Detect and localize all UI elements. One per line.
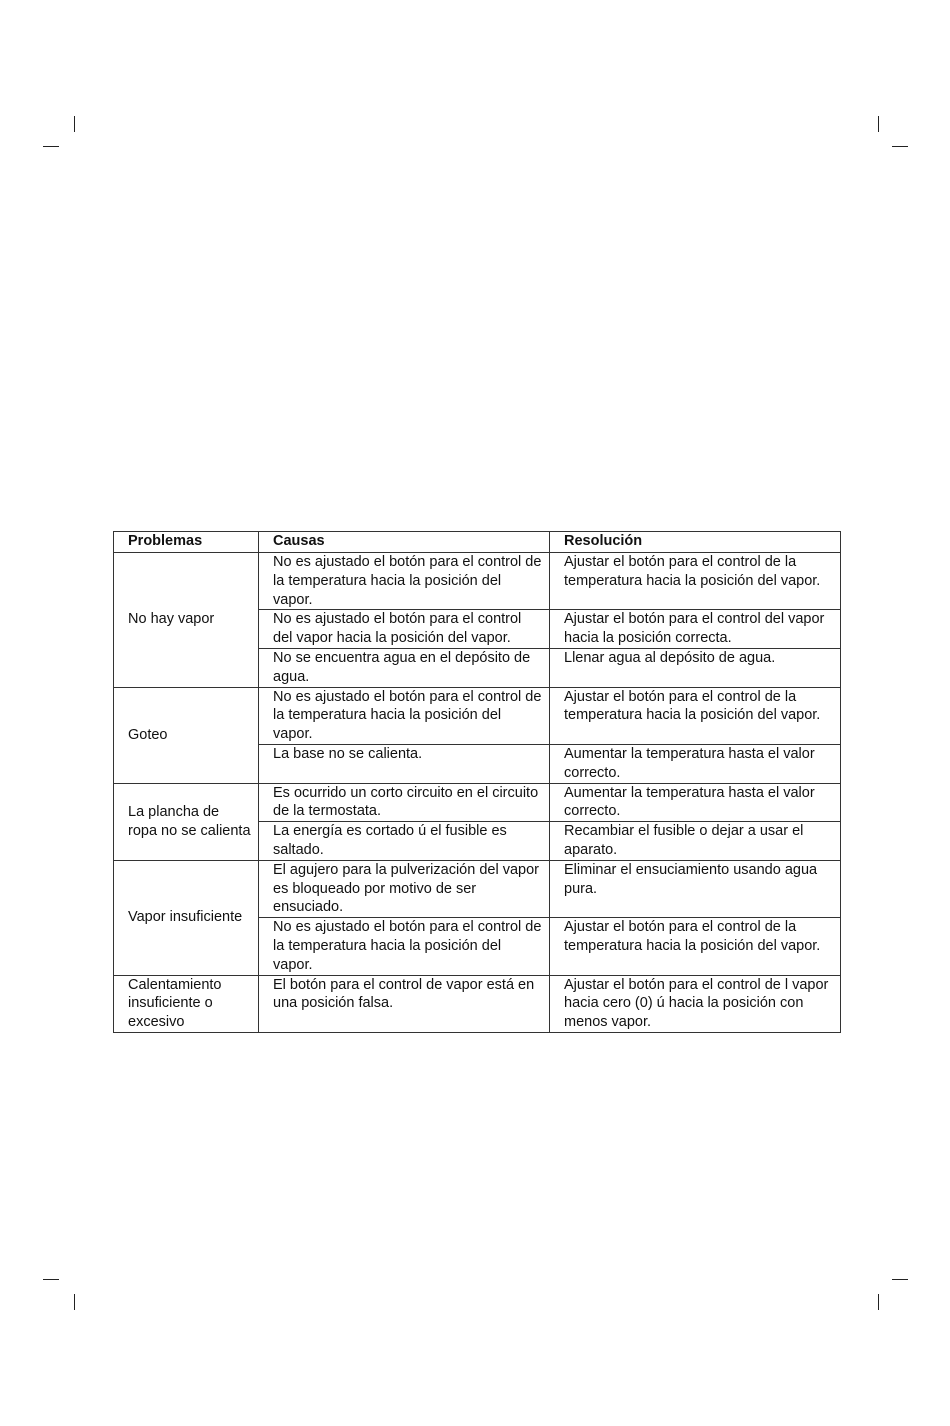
resolution-cell: Llenar agua al depósito de agua. [550, 648, 841, 687]
problem-cell: Goteo [114, 687, 259, 783]
cause-cell: La base no se calienta. [259, 744, 550, 783]
crop-mark [878, 116, 879, 132]
resolution-cell: Ajustar el botón para el control de la temperatura hacia la posición del vapor. [550, 553, 841, 610]
table-row [114, 553, 841, 610]
crop-mark [892, 146, 908, 147]
resolution-cell: Aumentar la temperatura hasta el valor correcto. [550, 744, 841, 783]
header-row [114, 532, 841, 553]
header-resolution: Resolución [550, 532, 841, 553]
cause-cell: No es ajustado el botón para el control del vapor hacia la posición del vapor. [259, 610, 550, 649]
crop-mark [74, 1294, 75, 1310]
crop-mark [43, 1279, 59, 1280]
header-causes: Causas [259, 532, 550, 553]
cause-cell: La energía es cortado ú el fusible es saltado. [259, 822, 550, 861]
table-row [114, 860, 841, 917]
cause-cell: No es ajustado el botón para el control de la temperatura hacia la posición del vapor. [259, 918, 550, 975]
table-row [114, 975, 841, 1032]
table-row [114, 687, 841, 744]
crop-mark [74, 116, 75, 132]
cause-cell: Es ocurrido un corto circuito en el circuito de la termostata. [259, 783, 550, 822]
crop-mark [43, 146, 59, 147]
problem-cell: Vapor insuficiente [114, 860, 259, 975]
table-row [114, 783, 841, 822]
crop-mark [878, 1294, 879, 1310]
cause-cell: No es ajustado el botón para el control de la temperatura hacia la posición del vapor. [259, 687, 550, 744]
resolution-cell: Ajustar el botón para el control de la temperatura hacia la posición del vapor. [550, 687, 841, 744]
crop-mark [892, 1279, 908, 1280]
troubleshooting-table [113, 531, 841, 1033]
resolution-cell: Aumentar la temperatura hasta el valor correcto. [550, 783, 841, 822]
cause-cell: No se encuentra agua en el depósito de agua. [259, 648, 550, 687]
problem-cell: La plancha de ropa no se calienta [114, 783, 259, 860]
resolution-cell: Ajustar el botón para el control de l vapor hacia cero (0) ú hacia la posición con menos vapor. [550, 975, 841, 1032]
resolution-cell: Ajustar el botón para el control de la temperatura hacia la posición del vapor. [550, 918, 841, 975]
header-problems: Problemas [114, 532, 259, 553]
resolution-cell: Eliminar el ensuciamiento usando agua pura. [550, 860, 841, 917]
problem-cell: No hay vapor [114, 553, 259, 688]
resolution-cell: Ajustar el botón para el control del vapor hacia la posición correcta. [550, 610, 841, 649]
cause-cell: No es ajustado el botón para el control de la temperatura hacia la posición del vapor. [259, 553, 550, 610]
cause-cell: El botón para el control de vapor está en una posición falsa. [259, 975, 550, 1032]
resolution-cell: Recambiar el fusible o dejar a usar el aparato. [550, 822, 841, 861]
cause-cell: El agujero para la pulverización del vapor es bloqueado por motivo de ser ensuciado. [259, 860, 550, 917]
problem-cell: Calentamiento insuficiente o excesivo [114, 975, 259, 1032]
